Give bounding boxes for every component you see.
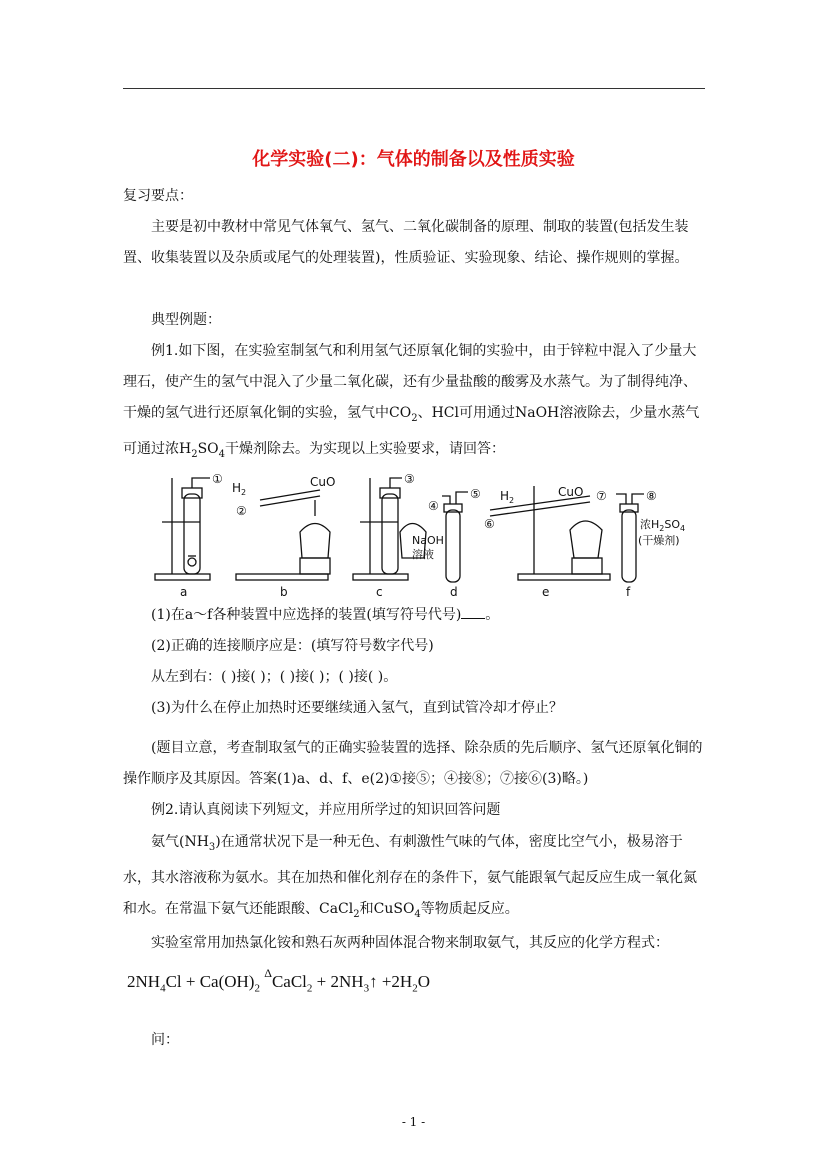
svg-text:CuO: CuO — [310, 475, 336, 489]
svg-text:⑦: ⑦ — [596, 489, 607, 503]
svg-text:NaOH: NaOH — [412, 534, 444, 547]
question-3: (3)为什么在停止加热时还要继续通入氢气，直到试管冷却才停止？ — [151, 700, 563, 716]
answer-paragraph: (题目立意，考查制取氢气的正确实验装置的选择、除杂质的先后顺序、氢气还原氧化铜的操作顺序及其原因。答案(1)a、d、f、e(2)①接⑤；④接⑧；⑦接⑥(3)略。) — [123, 740, 703, 787]
example-2-lab-method: 实验室常用加热氯化铵和熟石灰两种固体混合物来制取氨气，其反应的化学方程式： — [151, 935, 669, 951]
svg-text:a: a — [180, 585, 188, 599]
svg-text:③: ③ — [404, 472, 415, 486]
svg-text:H2: $H_2$ — [500, 489, 515, 505]
svg-text:b: b — [280, 585, 288, 599]
svg-text:②: ② — [236, 504, 247, 518]
svg-text:①: ① — [212, 472, 223, 486]
review-heading: 复习要点： — [123, 188, 193, 204]
examples-heading: 典型例题： — [151, 312, 221, 328]
example-2-paragraph: 氨气$(NH_3)$在通常状况下是一种无色、有刺激性气味的气体，密度比空气小，极易溶于水，其水溶液称为氨水。其在加热和催化剂存在的条件下，氨气能跟氧气起反应生成一氧化氮和水。在常温下氨气还能跟酸、CaCl$_2$和CuSO$_4$等物质起反应。 — [123, 834, 697, 920]
page-title: 化学实验(二)：气体的制备以及性质实验 — [252, 149, 575, 170]
svg-text:溶液: 溶液 — [412, 548, 434, 561]
chemical-equation: $2NH_4Cl + Ca(OH)_2$ $^\Delta$CaCl$_2$ + $2NH_3↑ +2H_2O$ — [127, 966, 430, 995]
apparatus-figure — [150, 470, 686, 600]
apparatus-a — [155, 478, 210, 580]
question-label: 问： — [151, 1032, 179, 1048]
header-rule — [123, 88, 705, 89]
answer-blank — [461, 604, 485, 619]
svg-text:e: e — [542, 585, 550, 599]
svg-text:浓H2SO4: 浓$H_2SO_4$ — [640, 518, 686, 533]
svg-text:H2: $H_2$ — [232, 481, 247, 497]
question-2-order: 从左到右：( )接( )；( )接( )；( )接( )。 — [151, 669, 398, 685]
review-paragraph: 主要是初中教材中常见气体氧气、氢气、二氧化碳制备的原理、制取的装置(包括发生装置、收集装置以及杂质或尾气的处理装置)，性质验证、实验现象、结论、操作规则的掌握。 — [123, 219, 689, 266]
apparatus-c — [353, 478, 426, 580]
svg-text:⑧: ⑧ — [646, 489, 657, 503]
example-1-paragraph: 例1.如下图，在实验室制氢气和利用氢气还原氧化铜的实验中，由于锌粒中混入了少量大理石，使产生的氢气中混入了少量二氧化碳，还有少量盐酸的酸雾及水蒸气。为了制得纯净、干燥的氢气进行还原氧化铜的实验，氢气中$CO_2$、HCl可用通过NaOH溶液除去，少量水蒸气可通过浓$H_2SO_4$干燥剂除去。为实现以上实验要求，请回答： — [123, 343, 700, 460]
svg-text:f: f — [626, 585, 631, 599]
svg-text:c: c — [376, 585, 383, 599]
example-2-heading: 例2.请认真阅读下列短文，并应用所学过的知识回答问题 — [151, 802, 501, 818]
svg-text:CuO: CuO — [558, 485, 584, 499]
svg-text:d: d — [450, 585, 458, 599]
question-2: (2)正确的连接顺序应是：(填写符号数字代号) — [151, 638, 434, 654]
svg-text:⑥: ⑥ — [484, 517, 495, 531]
svg-text:④: ④ — [428, 499, 439, 513]
svg-text:(干燥剂): (干燥剂) — [638, 534, 680, 547]
page-number: - 1 - — [401, 1115, 426, 1129]
apparatus-d — [442, 492, 468, 582]
apparatus-b — [236, 490, 330, 580]
svg-text:⑤: ⑤ — [470, 487, 481, 501]
question-1: (1)在a～f各种装置中应选择的装置(填写符号代号) 。 — [123, 600, 705, 631]
